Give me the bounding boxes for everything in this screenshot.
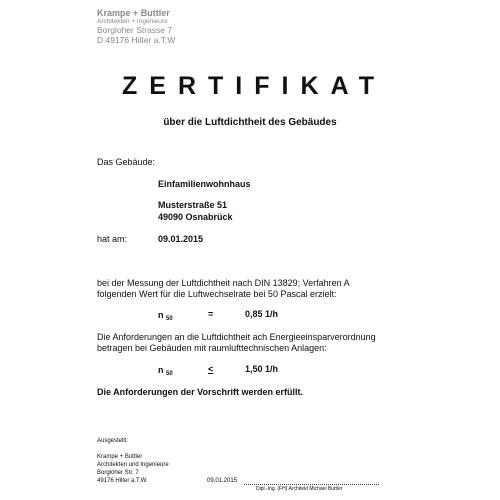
issued-label: Ausgestellt: — [97, 438, 129, 444]
limit-subscript: 50 — [166, 371, 173, 377]
date-label: hat am: — [97, 234, 128, 244]
requirement-text-line-1: Die Anforderungen an die Luftdichtheit ach Energieeinsparverordnung — [97, 332, 376, 342]
signature-line — [244, 484, 379, 485]
letterhead-subtitle: Architekten + Ingenieure — [97, 18, 168, 26]
certificate-title: ZERTIFIKAT — [122, 72, 386, 100]
conclusion: Die Anforderungen der Vorschrift werden erfüllt. — [97, 387, 304, 397]
measurement-text-line-2: folgenden Wert für die Luftwechselrate bei 50 Pascal erzielt: — [97, 289, 337, 299]
address-street: Musterstraße 51 — [158, 200, 228, 210]
address-city: 49090 Osnabrück — [158, 212, 233, 222]
issued-date: 09.01.2015 — [207, 478, 238, 484]
letterhead — [97, 8, 175, 45]
date-value: 09.01.2015 — [158, 234, 204, 244]
letterhead-company: Krampe + Buttler — [97, 8, 170, 18]
issuer-block — [97, 453, 169, 485]
issuer-subtitle: Architekten und Ingenieure — [97, 462, 169, 468]
requirement-text-line-2: betragen bei Gebäuden mit raumlufttechnischen Anlagen: — [97, 343, 327, 353]
result-value: 0,85 1/h — [245, 309, 279, 319]
issuer-street: Borgloher Str. 7 — [97, 470, 139, 476]
letterhead-city: D 49176 Hilter a.T.W — [97, 34, 176, 45]
building-type: Einfamilienwohnhaus — [158, 179, 251, 189]
issuer-city: 49176 Hilter a.T.W. — [97, 478, 148, 484]
result-symbol: n $_{50}$ — [158, 310, 173, 322]
result-subscript: 50 — [166, 316, 173, 322]
measurement-text-line-1: bei der Messung der Luftdichtheit nach DIN 13829; Verfahren A — [97, 278, 350, 288]
issuer-company: Krampe + Buttler — [97, 454, 143, 460]
signatory: Dipl.-Ing. (FH) Architekt Michael Buttler — [256, 486, 343, 492]
limit-operator: < — [208, 364, 214, 374]
limit-value: 1,50 1/h — [245, 364, 279, 374]
letterhead-street: Borgloher Strasse 7 — [97, 24, 173, 35]
limit-symbol: n $_{50}$ — [158, 365, 173, 377]
building-label: Das Gebäude: — [97, 157, 156, 167]
result-operator: = — [208, 309, 214, 319]
certificate-subtitle: über die Luftdichtheit des Gebäudes — [163, 117, 337, 128]
